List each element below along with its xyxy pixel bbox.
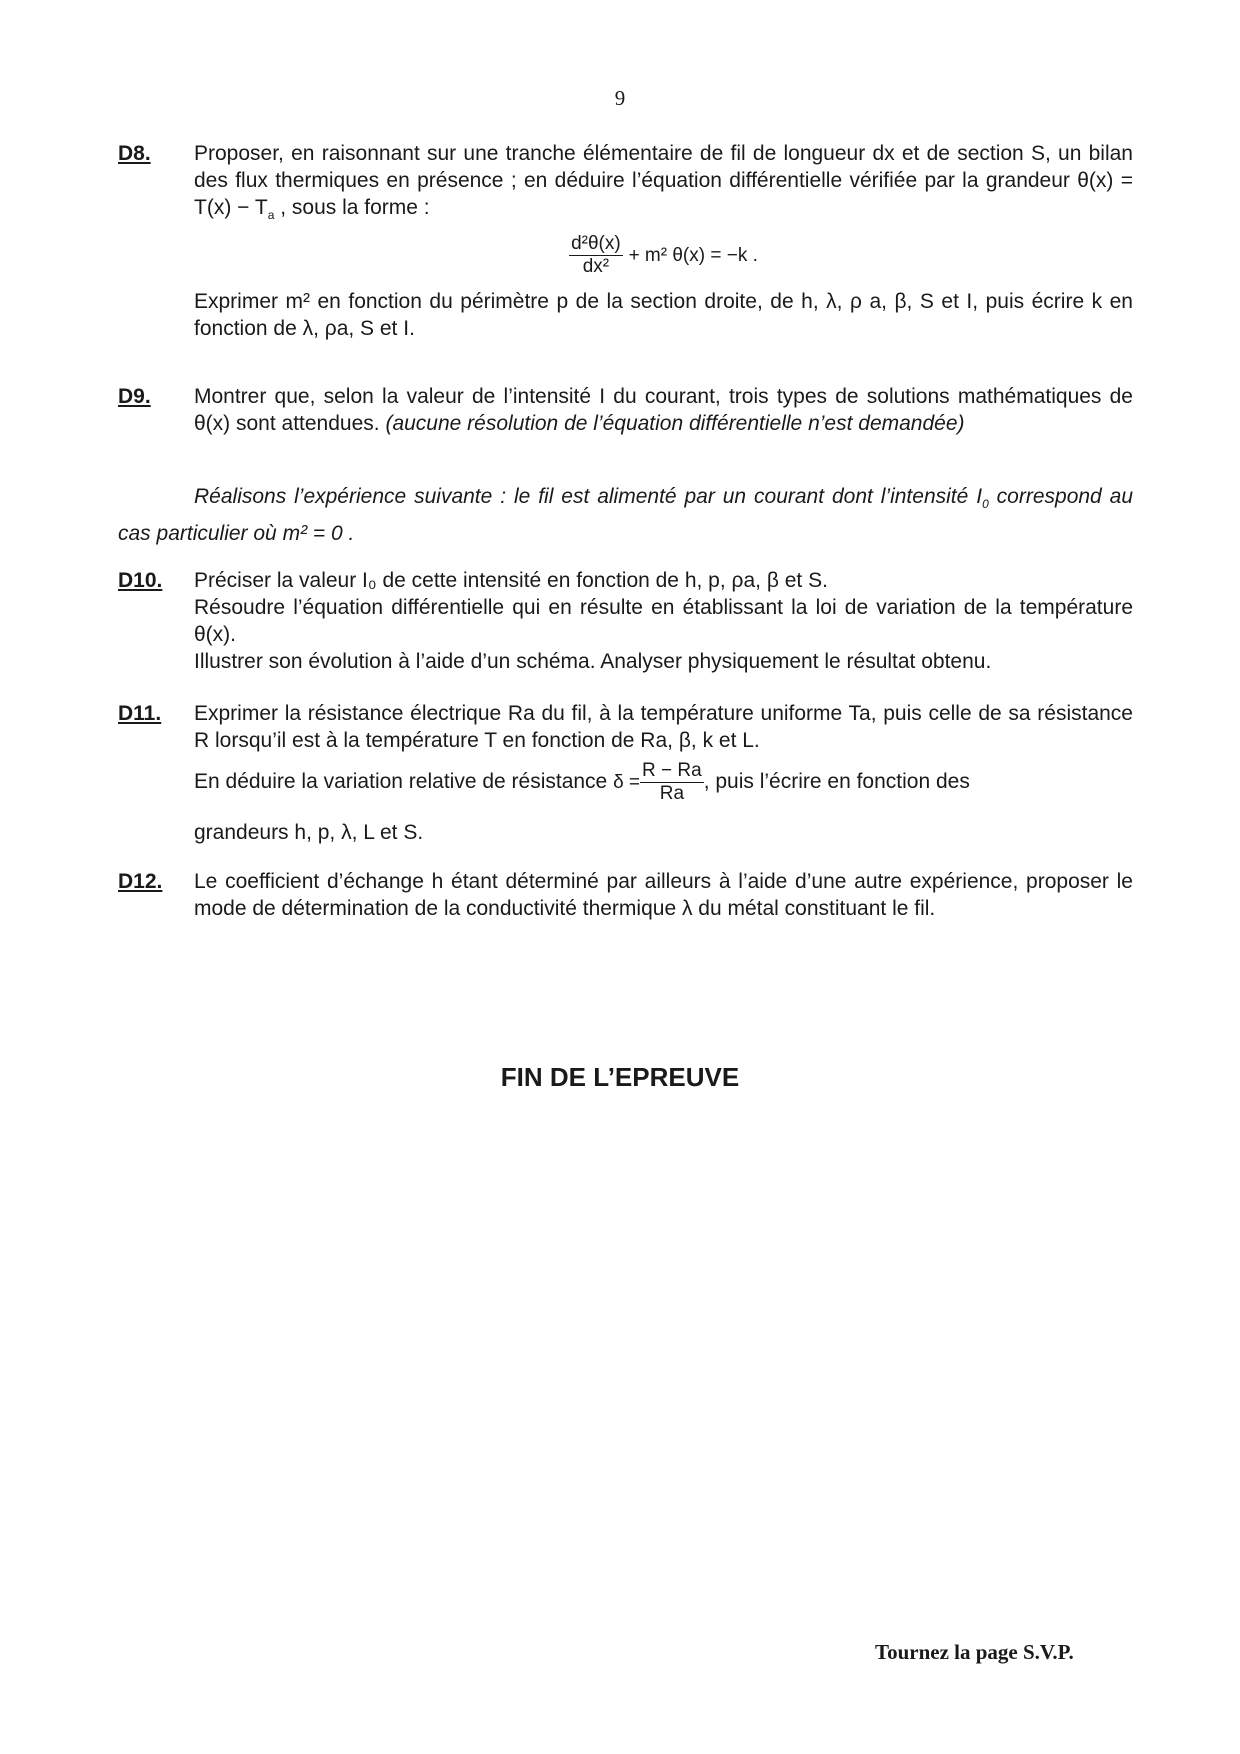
experiment-intro: Réalisons l’expérience suivante : le fil est alimenté par un courant dont l’intensité $I_0$ correspond au cas particulier où m² = 0 . <box>118 485 1134 546</box>
end-title: FIN DE L’EPREUVE <box>500 1062 740 1092</box>
equation-fraction: $\frac{\text{d²θ(x)}}{\text{dx²}}$ <box>571 233 621 278</box>
question-text: Préciser la valeur I₀ de cette intensité en fonction de h, p, ρa, β et S. <box>194 569 828 592</box>
question-text: Le coefficient d’échange h étant déterminé par ailleurs à l’aide d’une autre expérience, proposer le mode de détermination de la conductivité thermique λ du métal constituant le fil. <box>194 870 1133 920</box>
question-text: En déduire la variation relative de résistance δ = $\frac{R - Ra}{Ra}$ , puis l’écrire en fonction des <box>194 760 970 804</box>
question-text: Exprimer m² en fonction du périmètre p de la section droite, de h, λ, ρ a, β, S et I, puis écrire k en fonction de λ, ρa, S et I. <box>194 290 1133 341</box>
question-text: Résoudre l’équation différentielle qui en résulte en établissant la loi de variation de la température θ(x). <box>194 596 1133 646</box>
footer-note: Tournez la page S.V.P. <box>875 1640 1074 1664</box>
question-label: D12. <box>118 870 163 893</box>
question-text: Exprimer la résistance électrique Ra du fil, à la température uniforme Ta, puis celle de sa résistance R lorsqu’il est à la température T en fonction de Ra, β, k et L. <box>194 702 1133 752</box>
question-d11 <box>118 700 1133 846</box>
question-label: D11. <box>118 702 162 725</box>
differential-equation: $\frac{\text{d²θ(x)}}{\text{dx²}}$ + m² θ(x) = −k . <box>571 233 758 278</box>
page-number: 9 <box>614 86 626 110</box>
question-d10 <box>118 567 1133 675</box>
question-d8 <box>118 140 1133 342</box>
theta-definition: θ(x) = T(x) − T <box>194 169 1134 219</box>
question-d12 <box>118 868 1133 922</box>
question-text: Illustrer son évolution à l’aide d’un schéma. Analyser physiquement le résultat obtenu. <box>194 650 992 673</box>
question-text: Proposer, en raisonnant sur une tranche élémentaire de fil de longueur dx et de section S, un bilan des flux thermiques en présence ; en déduire l’équation différentielle vérifiée par la grandeur $\theta(x) = T(x) - T_a$ , sous la forme : <box>194 142 1134 223</box>
question-text: grandeurs h, p, λ, L et S. <box>194 821 424 844</box>
resistance-fraction: $\frac{R - Ra}{Ra}$ <box>642 760 702 804</box>
question-label: D10. <box>118 569 163 592</box>
question-label: D9. <box>118 385 151 408</box>
question-d9 <box>118 383 1133 437</box>
question-label: D8. <box>118 142 151 165</box>
question-text: Montrer que, selon la valeur de l’intensité I du courant, trois types de solutions mathématiques de θ(x) sont attendues. (aucune résolution de l’équation différentielle n’est demandée) <box>194 385 1133 435</box>
